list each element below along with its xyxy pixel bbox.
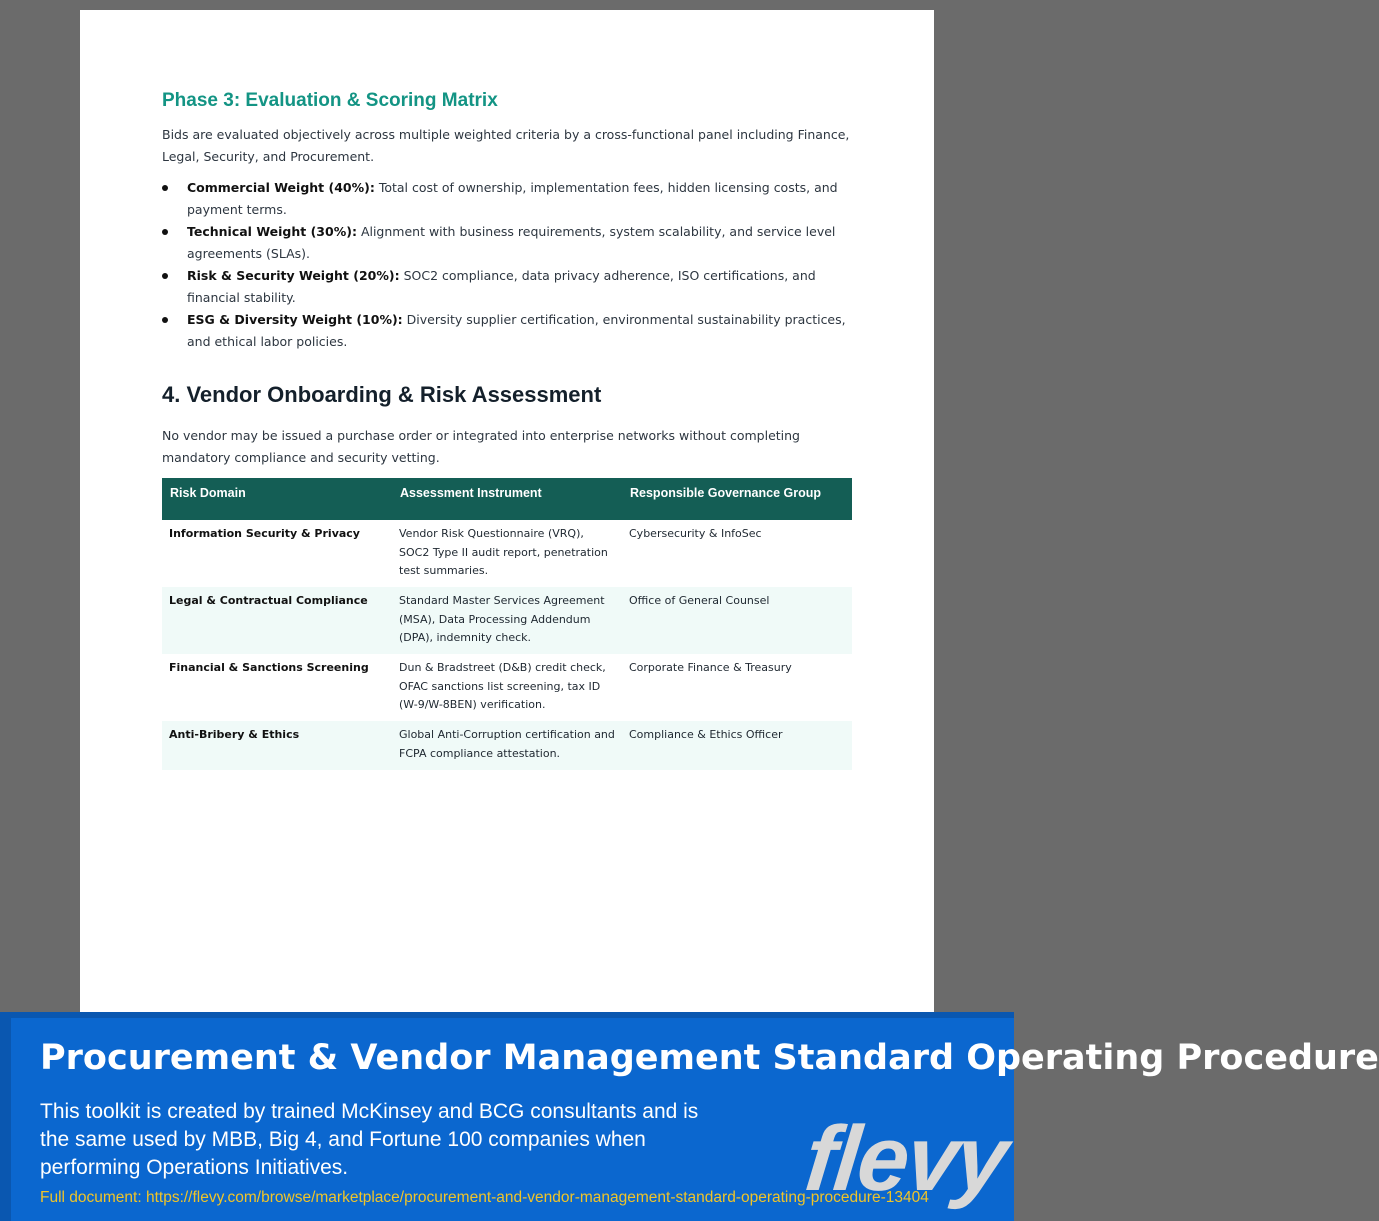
table-row <box>162 721 852 770</box>
bullet-icon <box>162 273 168 279</box>
phase-intro: Bids are evaluated objectively across multiple weighted criteria by a cross-functional panel including Finance, Legal, Security, and Procurement. <box>162 127 850 164</box>
criteria-label: Commercial Weight (40%): <box>187 180 375 195</box>
governance-group-cell: Cybersecurity & InfoSec <box>629 527 762 540</box>
table-row <box>162 654 852 721</box>
bullet-icon <box>162 185 168 191</box>
criteria-item <box>162 221 852 264</box>
criteria-text: Alignment with business requirements, system scalability, and service level agreements (SLAs). <box>187 224 836 261</box>
criteria-item <box>162 265 852 308</box>
column-header-governance-group: Responsible Governance Group <box>622 478 852 520</box>
document-page <box>80 10 934 1012</box>
criteria-item <box>162 309 852 352</box>
banner-title: Procurement & Vendor Management Standard Operating Procedure <box>40 1038 1379 1078</box>
bullet-icon <box>162 229 168 235</box>
promo-banner <box>0 1012 1379 1221</box>
full-document-link[interactable]: Full document: https://flevy.com/browse/marketplace/procurement-and-vendor-management-standard-operating-procedure-13404 <box>40 1189 929 1206</box>
document-content <box>162 90 852 770</box>
assessment-instrument-cell: Standard Master Services Agreement (MSA), Data Processing Addendum (DPA), indemnity check. <box>392 587 622 654</box>
criteria-text: SOC2 compliance, data privacy adherence, ISO certifications, and financial stability. <box>187 268 816 305</box>
criteria-label: ESG & Diversity Weight (10%): <box>187 312 403 327</box>
column-header-assessment-instrument: Assessment Instrument <box>392 478 622 520</box>
phase-title: Phase 3: Evaluation & Scoring Matrix <box>162 90 498 111</box>
criteria-label: Risk & Security Weight (20%): <box>187 268 400 283</box>
criteria-label: Technical Weight (30%): <box>187 224 357 239</box>
promo-banner-panel <box>11 1018 1379 1221</box>
banner-description: This toolkit is created by trained McKinsey and BCG consultants and is the same used by MBB, Big 4, and Fortune 100 companies when performing Operations Initiatives. <box>40 1100 699 1179</box>
risk-domain-cell: Information Security & Privacy <box>169 527 360 540</box>
risk-domain-cell: Legal & Contractual Compliance <box>162 587 392 654</box>
governance-group-cell: Corporate Finance & Treasury <box>629 661 792 674</box>
governance-group-cell: Office of General Counsel <box>622 587 852 654</box>
risk-domain-cell: Anti-Bribery & Ethics <box>162 721 392 770</box>
assessment-instrument-cell: Vendor Risk Questionnaire (VRQ), SOC2 Type II audit report, penetration test summaries. <box>399 527 608 577</box>
table-row <box>162 587 852 654</box>
flevy-logo: flevy <box>800 1108 1012 1210</box>
assessment-instrument-cell: Dun & Bradstreet (D&B) credit check, OFAC sanctions list screening, tax ID (W-9/W-8BEN) verification. <box>399 661 606 711</box>
risk-domain-cell: Financial & Sanctions Screening <box>169 661 369 674</box>
criteria-list <box>162 177 852 352</box>
table-header-row <box>162 478 852 520</box>
assessment-instrument-cell: Global Anti-Corruption certification and FCPA compliance attestation. <box>392 721 622 770</box>
risk-assessment-table <box>162 478 852 770</box>
column-header-risk-domain: Risk Domain <box>162 478 392 520</box>
section-title: 4. Vendor Onboarding & Risk Assessment <box>162 382 602 407</box>
table-row <box>162 520 852 587</box>
criteria-text: Diversity supplier certification, environmental sustainability practices, and ethical labor policies. <box>187 312 846 349</box>
section-intro: No vendor may be issued a purchase order or integrated into enterprise networks without completing mandatory compliance and security vetting. <box>162 428 800 465</box>
criteria-text: Total cost of ownership, implementation fees, hidden licensing costs, and payment terms. <box>187 180 838 217</box>
bullet-icon <box>162 317 168 323</box>
criteria-item <box>162 177 852 220</box>
governance-group-cell: Compliance & Ethics Officer <box>622 721 852 770</box>
